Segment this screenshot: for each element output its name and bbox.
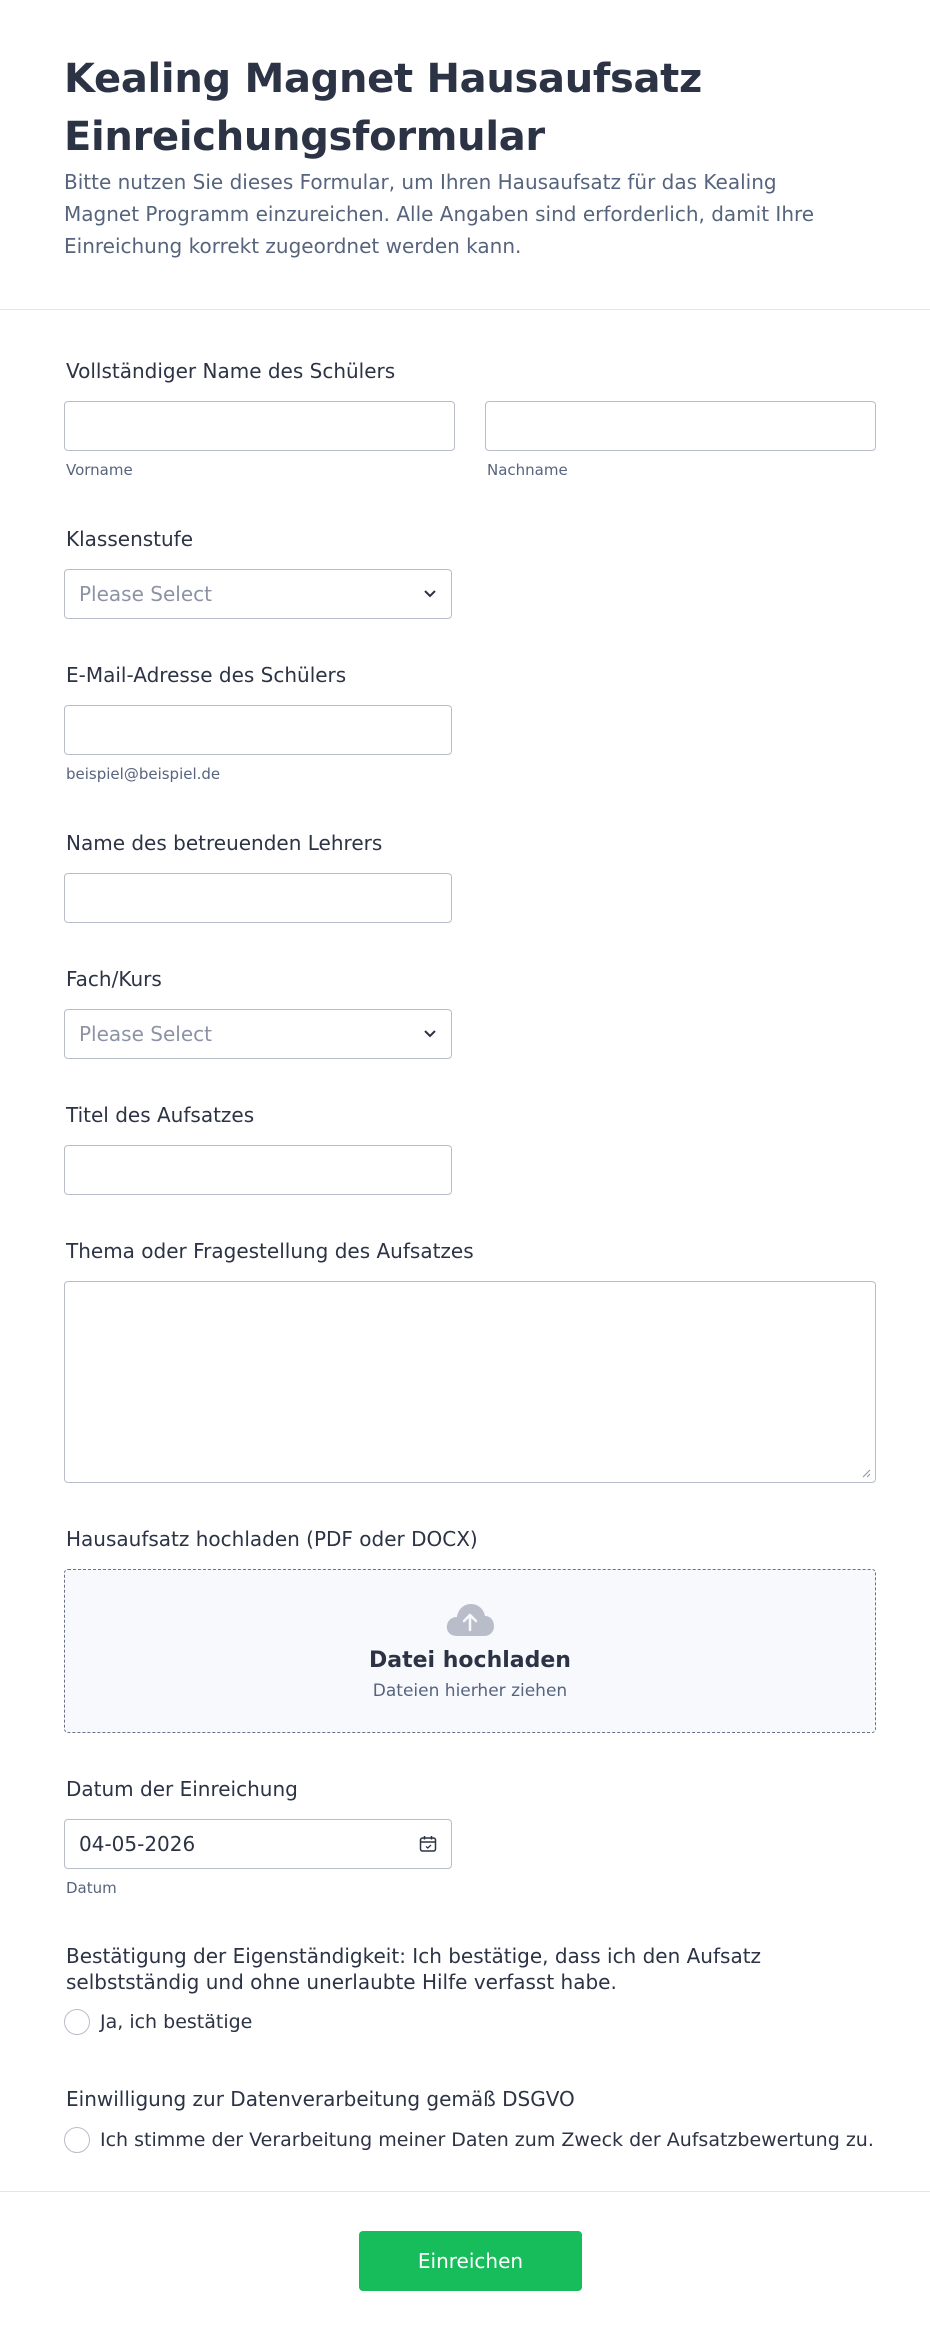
date-value: 04-05-2026 — [79, 1832, 196, 1856]
chevron-down-icon — [423, 1029, 437, 1039]
subject-label: Fach/Kurs — [66, 967, 162, 991]
upload-dropzone[interactable] — [64, 1569, 876, 1733]
grade-select[interactable] — [64, 569, 452, 619]
email-input[interactable] — [64, 705, 452, 755]
teacher-input[interactable] — [64, 873, 452, 923]
student-name-field — [64, 357, 876, 479]
topic-field — [64, 1237, 876, 1483]
submit-button[interactable]: Einreichen — [359, 2231, 582, 2291]
last-name-input[interactable] — [485, 401, 876, 451]
student-name-label: Vollständiger Name des Schülers — [66, 359, 396, 383]
date-field — [64, 1775, 452, 1897]
email-field — [64, 661, 452, 783]
confirmation-radio[interactable] — [64, 2009, 90, 2035]
upload-title: Datei hochladen — [369, 1647, 571, 1673]
form-description: Bitte nutzen Sie dieses Formular, um Ihren Hausaufsatz für das Kealing Magnet Programm einzureichen. Alle Angaben sind erforderlich, damit Ihre Einreichung korrekt zugeordnet werden kann. — [64, 170, 815, 258]
consent-option[interactable] — [64, 2127, 876, 2153]
teacher-field — [64, 829, 452, 923]
subject-select[interactable] — [64, 1009, 452, 1059]
essay-title-label: Titel des Aufsatzes — [66, 1103, 255, 1127]
resize-handle-icon[interactable] — [861, 1468, 871, 1478]
grade-select-placeholder: Please Select — [79, 582, 212, 606]
confirmation-option[interactable] — [64, 2009, 876, 2035]
topic-textarea[interactable] — [64, 1281, 876, 1483]
topic-label: Thema oder Fragestellung des Aufsatzes — [66, 1239, 474, 1263]
grade-label: Klassenstufe — [66, 527, 194, 551]
upload-label: Hausaufsatz hochladen (PDF oder DOCX) — [66, 1527, 478, 1551]
confirmation-field — [64, 1943, 876, 2035]
essay-title-field — [64, 1101, 452, 1195]
subject-field — [64, 965, 452, 1059]
chevron-down-icon — [423, 589, 437, 599]
form-header — [0, 0, 930, 310]
first-name-input[interactable] — [64, 401, 455, 451]
date-sublabel: Datum — [66, 1879, 117, 1897]
email-sublabel: beispiel@beispiel.de — [66, 765, 221, 783]
date-label: Datum der Einreichung — [66, 1777, 298, 1801]
grade-field — [64, 525, 452, 619]
first-name-sublabel: Vorname — [66, 461, 133, 479]
upload-subtitle: Dateien hierher ziehen — [372, 1680, 568, 1701]
consent-option-label: Ich stimme der Verarbeitung meiner Daten zum Zweck der Aufsatzbewertung zu. — [100, 2129, 874, 2151]
upload-field — [64, 1525, 876, 1733]
confirmation-label: Bestätigung der Eigenständigkeit: Ich bestätige, dass ich den Aufsatz selbstständig und ohne unerlaubte Hilfe verfasst habe. — [66, 1944, 762, 1994]
confirmation-option-label: Ja, ich bestätige — [100, 2011, 253, 2033]
calendar-icon[interactable] — [419, 1835, 437, 1853]
date-input[interactable] — [64, 1819, 452, 1869]
consent-label: Einwilligung zur Datenverarbeitung gemäß DSGVO — [66, 2087, 575, 2111]
email-label: E-Mail-Adresse des Schülers — [66, 663, 347, 687]
consent-field — [64, 2085, 876, 2153]
form-footer — [0, 2191, 930, 2339]
cloud-upload-icon — [445, 1602, 495, 1638]
last-name-sublabel: Nachname — [487, 461, 568, 479]
form-title: Kealing Magnet Hausaufsatz Einreichungsformular — [64, 56, 702, 160]
subject-select-placeholder: Please Select — [79, 1022, 212, 1046]
essay-title-input[interactable] — [64, 1145, 452, 1195]
teacher-label: Name des betreuenden Lehrers — [66, 831, 383, 855]
consent-radio[interactable] — [64, 2127, 90, 2153]
